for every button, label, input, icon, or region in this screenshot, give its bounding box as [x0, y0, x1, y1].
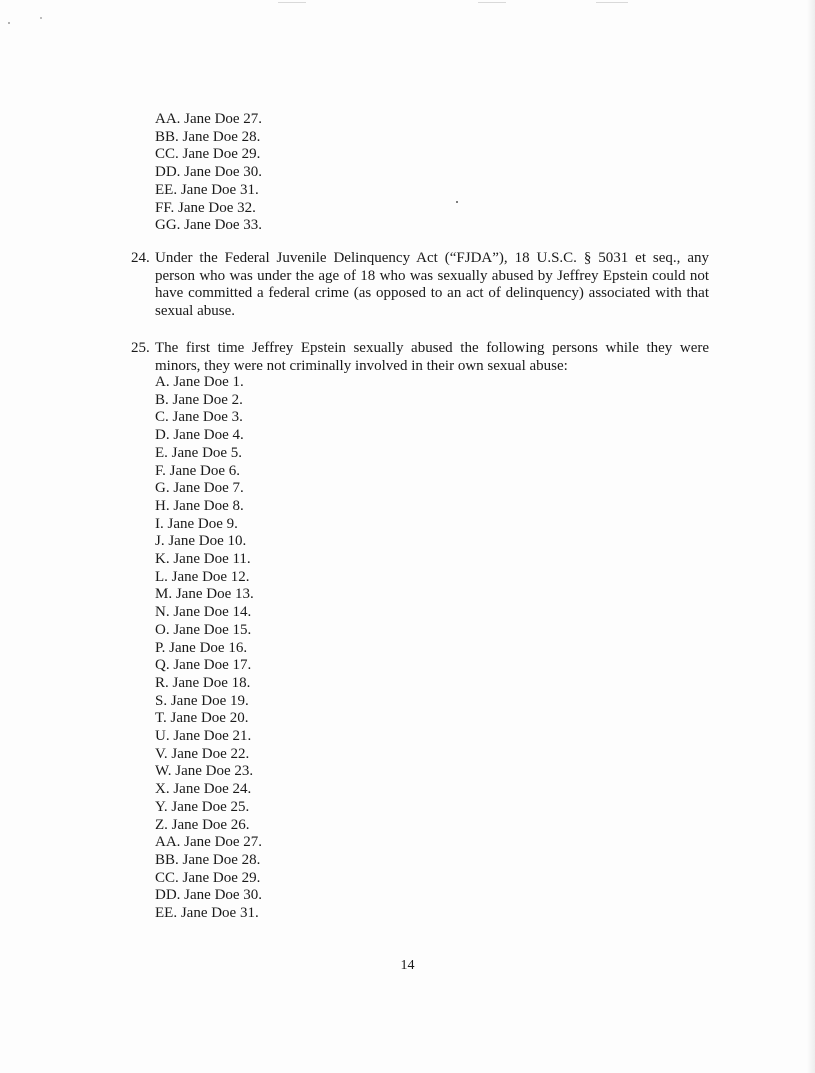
- list-item: R. Jane Doe 18.: [155, 674, 251, 691]
- scan-artifact-top-center: [478, 2, 506, 3]
- scan-artifact-top-left: [278, 2, 306, 3]
- list-item: Z. Jane Doe 26.: [155, 816, 250, 833]
- list-item: C. Jane Doe 3.: [155, 409, 243, 426]
- list-item: BB. Jane Doe 28.: [155, 128, 261, 145]
- list-item: DD. Jane Doe 30.: [155, 887, 263, 904]
- list-item: K. Jane Doe 11.: [155, 551, 251, 568]
- list-item: AA. Jane Doe 27.: [155, 834, 263, 851]
- list-item: F. Jane Doe 6.: [155, 462, 241, 479]
- scan-artifact-top-right: [596, 2, 628, 3]
- list-item: Q. Jane Doe 17.: [155, 657, 252, 674]
- list-item: CC. Jane Doe 29.: [155, 869, 261, 886]
- list-item: U. Jane Doe 21.: [155, 728, 252, 745]
- list-item: P. Jane Doe 16.: [155, 639, 248, 656]
- list-item: EE. Jane Doe 31.: [155, 181, 259, 198]
- list-item: CC. Jane Doe 29.: [155, 146, 261, 163]
- paragraph-number: 24.: [131, 250, 150, 266]
- paragraph-text: The first time Jeffrey Epstein sexually abused the following persons while they were minors, they were not criminally involved in their own sexual abuse:: [155, 340, 709, 374]
- list-item: O. Jane Doe 15.: [155, 621, 252, 638]
- list-item: V. Jane Doe 22.: [155, 745, 250, 762]
- list-item: DD. Jane Doe 30.: [155, 164, 263, 181]
- list-item: GG. Jane Doe 33.: [155, 217, 263, 234]
- list-item: H. Jane Doe 8.: [155, 497, 244, 514]
- scan-edge-shadow: [807, 0, 815, 1073]
- list-item: T. Jane Doe 20.: [155, 710, 249, 727]
- page-number: 14: [400, 958, 415, 973]
- list-item: EE. Jane Doe 31.: [155, 905, 259, 922]
- list-item: AA. Jane Doe 27.: [155, 111, 263, 127]
- list-item: W. Jane Doe 23.: [155, 763, 254, 780]
- list-item: J. Jane Doe 10.: [155, 533, 247, 550]
- paragraph-24: [131, 250, 709, 321]
- list-item: X. Jane Doe 24.: [155, 781, 252, 798]
- paragraph-text: Under the Federal Juvenile Delinquency Act (“FJDA”), 18 U.S.C. § 5031 et seq., any person who was under the age of 18 who was sexually abused by Jeffrey Epstein could not have committed a federal crime (as opposed to an act of delinquency) associated with that sexual abuse.: [155, 250, 709, 320]
- scan-speck-left: [8, 22, 10, 24]
- list-item: E. Jane Doe 5.: [155, 444, 243, 461]
- list-item: B. Jane Doe 2.: [155, 391, 243, 408]
- jane-doe-list-continued: [155, 111, 262, 235]
- jane-doe-list: [155, 374, 262, 923]
- list-item: I. Jane Doe 9.: [155, 515, 238, 532]
- list-item: A. Jane Doe 1.: [155, 374, 244, 390]
- paragraph-25: [131, 340, 709, 375]
- list-item: BB. Jane Doe 28.: [155, 851, 261, 868]
- scan-speck-mid: [456, 201, 458, 203]
- list-item: G. Jane Doe 7.: [155, 480, 244, 497]
- list-item: D. Jane Doe 4.: [155, 427, 244, 444]
- list-item: Y. Jane Doe 25.: [155, 798, 250, 815]
- list-item: M. Jane Doe 13.: [155, 586, 254, 603]
- scan-speck-left-2: [40, 17, 42, 19]
- list-item: FF. Jane Doe 32.: [155, 199, 256, 216]
- list-item: N. Jane Doe 14.: [155, 604, 252, 621]
- list-item: S. Jane Doe 19.: [155, 692, 249, 709]
- paragraph-number: 25.: [131, 340, 150, 356]
- list-item: L. Jane Doe 12.: [155, 568, 250, 585]
